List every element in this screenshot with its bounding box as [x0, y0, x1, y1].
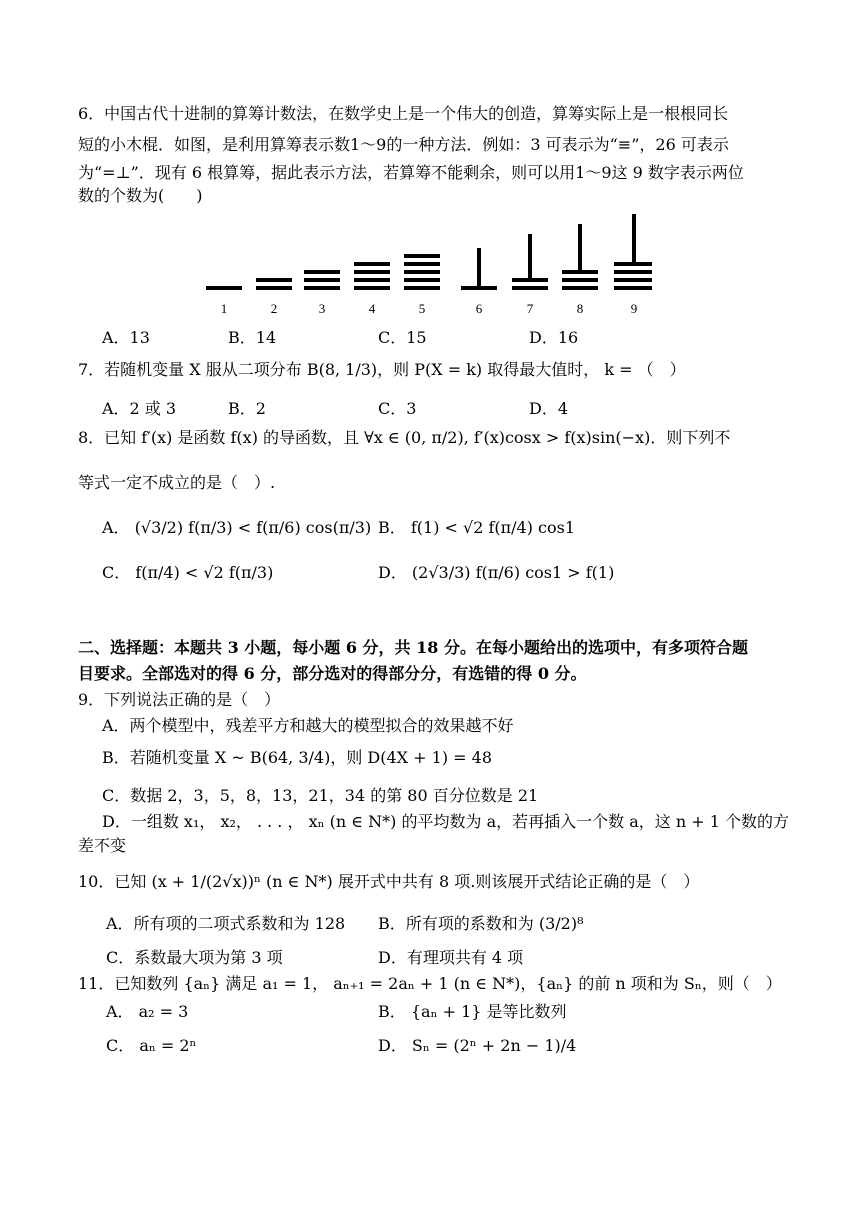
rod-digit-2 [256, 278, 292, 290]
q11-option-b: B． {aₙ + 1} 是等比数列 [378, 1002, 567, 1021]
q9-option-b: B．若随机变量 X ~ B(64, 3/4)，则 D(4X + 1) = 48 [102, 748, 493, 767]
q10-option-a: A．所有项的二项式系数和为 128 [106, 914, 346, 933]
rod-digit-4 [354, 262, 390, 290]
counting-rods-figure [190, 210, 670, 320]
q10-option-d: D．有理项共有 4 项 [378, 948, 524, 967]
q8-line2: 等式一定不成立的是（ ）. [78, 473, 276, 492]
q8-line1: 8．已知 f′(x) 是函数 f(x) 的导函数，且 ∀x ∈ (0, π/2), f′(x)cosx > f(x)sin(−x)．则下列不 [78, 428, 731, 447]
q9-option-c: C．数据 2，3，5，8，13，21，34 的第 80 百分位数是 21 [102, 786, 539, 805]
q8-option-d: D． (2√3/3) f(π/6) cos1 > f(1) [378, 563, 615, 582]
rod-digit-1 [206, 286, 242, 290]
q9-option-a: A．两个模型中，残差平方和越大的模型拟合的效果越不好 [102, 716, 514, 735]
q6-option-b: B．14 [228, 328, 277, 347]
q7-option-d: D．4 [529, 399, 569, 418]
q6-line2: 短的小木棍．如图，是利用算筹表示数1～9的一种方法．例如：3 可表示为“≡”，26 可表示 [78, 135, 729, 154]
q9-option-d-line2: 差不变 [78, 836, 127, 855]
q10-stem: 10．已知 (x + 1/(2√x))ⁿ (n ∈ N*) 展开式中共有 8 项.则该展开式结论正确的是（ ） [78, 872, 700, 891]
section2-heading-line1: 二、选择题：本题共 3 小题，每小题 6 分，共 18 分。在每小题给出的选项中，有多项符合题 [78, 638, 748, 657]
rod-label: 7 [526, 301, 534, 316]
q6-line1: 6．中国古代十进制的算筹计数法，在数学史上是一个伟大的创造，算筹实际上是一根根同长 [78, 104, 729, 123]
rod-label: 1 [220, 301, 228, 316]
q11-option-d: D． Sₙ = (2ⁿ + 2n − 1)/4 [378, 1036, 577, 1055]
rod-label: 2 [270, 301, 278, 316]
rod-digit-5 [404, 254, 440, 290]
q9-option-d-line1: D．一组数 x₁， x₂， . . . ， xₙ (n ∈ N*) 的平均数为 a，若再插入一个数 a，这 n + 1 个数的方 [102, 812, 789, 831]
q6-line4: 数的个数为( ) [78, 186, 203, 205]
rod-label: 4 [368, 301, 376, 316]
q7-stem: 7．若随机变量 X 服从二项分布 B(8, 1/3)，则 P(X = k) 取得最大值时， k = （ ） [78, 360, 686, 379]
q7-option-c: C．3 [378, 399, 417, 418]
q7-option-a: A．2 或 3 [102, 399, 177, 418]
rod-label: 5 [418, 301, 426, 316]
q6-option-c: C．15 [378, 328, 427, 347]
rod-digit-8 [562, 224, 598, 290]
q6-option-d: D．16 [529, 328, 579, 347]
q9-stem: 9．下列说法正确的是（ ） [78, 690, 281, 709]
q11-stem: 11．已知数列 {aₙ} 满足 a₁ = 1， aₙ₊₁ = 2aₙ + 1 (n ∈ N*)，{aₙ} 的前 n 项和为 Sₙ，则（ ） [78, 974, 782, 993]
q8-option-a: A． (√3/2) f(π/3) < f(π/6) cos(π/3) [102, 518, 372, 537]
q11-option-c: C． aₙ = 2ⁿ [106, 1036, 197, 1055]
rod-digit-6 [461, 248, 497, 290]
section2-heading-line2: 目要求。全部选对的得 6 分，部分选对的得部分分，有选错的得 0 分。 [78, 664, 587, 683]
rod-label: 6 [475, 301, 483, 316]
rod-label: 9 [630, 301, 638, 316]
rod-digit-3 [304, 270, 340, 290]
q7-option-b: B．2 [228, 399, 266, 418]
rod-label: 8 [576, 301, 584, 316]
rod-label: 3 [318, 301, 326, 316]
rod-digit-9 [614, 214, 652, 290]
rod-digit-7 [512, 234, 548, 290]
q8-option-b: B． f(1) < √2 f(π/4) cos1 [378, 518, 576, 537]
q11-option-a: A． a₂ = 3 [106, 1002, 189, 1021]
q8-option-c: C． f(π/4) < √2 f(π/3) [102, 563, 274, 582]
q6-line3: 为“=⊥”．现有 6 根算筹，据此表示方法，若算筹不能剩余，则可以用1～9这 9 数字表示两位 [78, 163, 744, 182]
q10-option-c: C．系数最大项为第 3 项 [106, 948, 283, 967]
q10-option-b: B．所有项的系数和为 (3/2)⁸ [378, 914, 584, 933]
q6-option-a: A．13 [102, 328, 150, 347]
